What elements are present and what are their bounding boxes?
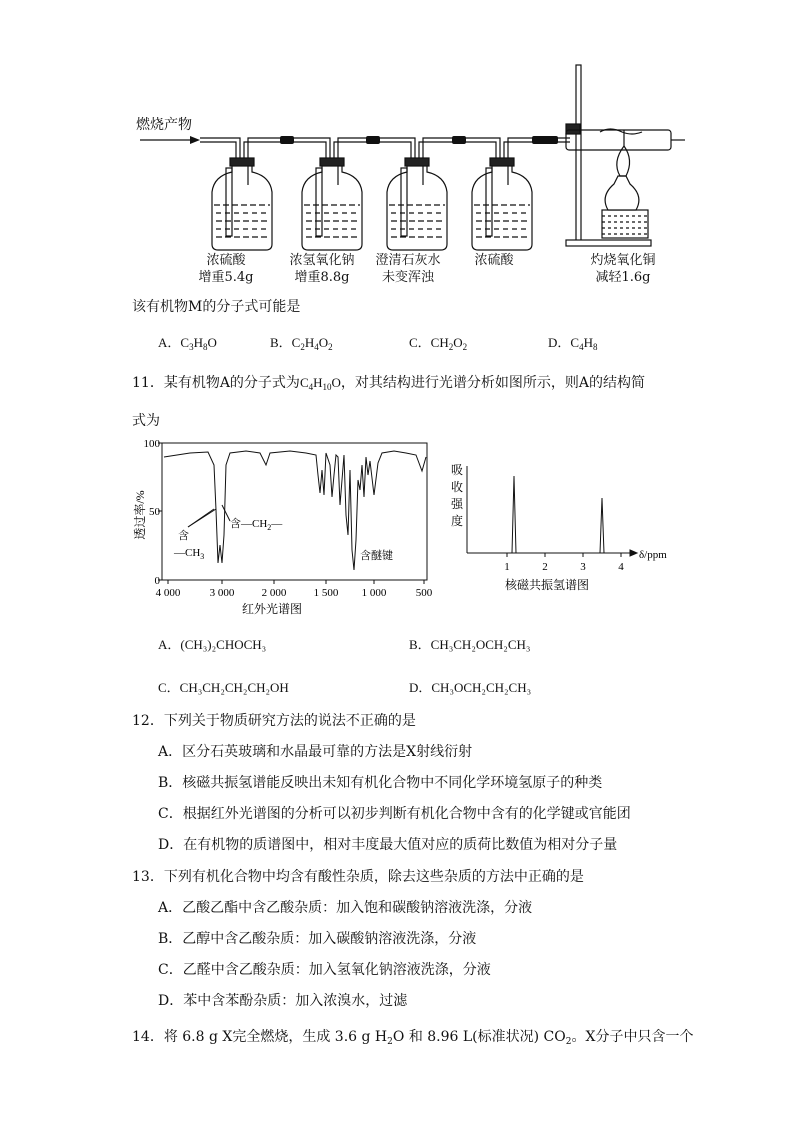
ir-x-tick-3: 1 500	[313, 587, 339, 599]
nmr-caption: 核磁共振氢谱图	[504, 578, 590, 592]
q13-option-c[interactable]: C．乙醛中含乙酸杂质：加入氢氧化钠溶液洗涤，分液	[158, 962, 491, 978]
ir-x-tick-0: 4 000	[155, 587, 181, 599]
bottle-3-result: 未变浑浊	[381, 270, 434, 285]
q13-option-b[interactable]: B．乙醇中含乙酸杂质：加入碳酸钠溶液洗涤，分液	[158, 931, 477, 947]
ir-caption: 红外光谱图	[241, 602, 303, 616]
ir-ann-ch3-a: 含	[178, 530, 189, 542]
q11-option-a[interactable]: A．(CH₃)₂CHOCH₃	[158, 637, 267, 652]
q11-option-c[interactable]: C．CH₃CH₂CH₂CH₂OH	[158, 680, 289, 695]
nmr-y-char-3: 强	[450, 497, 464, 511]
q12-option-d[interactable]: D．在有机物的质谱图中，相对丰度最大值对应的质荷比数值为相对分子量	[158, 837, 618, 853]
bottle-3-label	[366, 252, 450, 286]
ir-spectrum	[130, 435, 440, 625]
q12-option-b[interactable]: B．核磁共振氢谱能反映出未知有机化合物中不同化学环境氢原子的种类	[158, 775, 603, 791]
q14-stem: 14．将 6.8 g X完全燃烧，生成 3.6 g $H_2O$ 和 8.96 L(标准状况) $CO_2$。X分子中只含一个	[132, 1029, 694, 1047]
bottle-2-label	[280, 252, 364, 286]
nmr-y-char-1: 吸	[450, 463, 464, 477]
bottle-2-reagent: 浓氢氧化钠	[289, 253, 355, 268]
bottle-2-result: 增重8.8g	[294, 270, 350, 285]
nmr-x-tick-4: 4	[618, 561, 624, 573]
q11-option-b[interactable]: B．CH₃CH₂OCH₂CH₃	[409, 637, 531, 652]
bottle-1-reagent: 浓硫酸	[206, 253, 246, 268]
tube-label	[578, 252, 668, 286]
ir-x-tick-1: 3 000	[209, 587, 235, 599]
ir-y-0: 0	[154, 575, 160, 587]
ir-x-tick-2: 2 000	[261, 587, 287, 599]
nmr-y-char-4: 度	[450, 514, 464, 528]
nmr-x-tick-1: 1	[504, 561, 510, 573]
gas-bottle-2	[302, 158, 362, 250]
nmr-x-tick-3: 3	[580, 561, 586, 573]
ir-y-50: 50	[149, 506, 160, 518]
ir-x-tick-4: 1 000	[361, 587, 387, 599]
ir-ann-ch3-b: $—CH_3$	[174, 547, 205, 561]
q12-option-c[interactable]: C．根据红外光谱图的分析可以初步判断有机化合物中含有的化学键或官能团	[158, 806, 631, 822]
gas-bottle-4	[472, 158, 532, 250]
q12-option-a[interactable]: A．区分石英玻璃和水晶最可靠的方法是X射线衍射	[158, 744, 473, 760]
gas-bottle-1	[212, 158, 272, 250]
ir-y-100: 100	[143, 438, 160, 450]
q13-option-d[interactable]: D．苯中含苯酚杂质：加入浓溴水，过滤	[158, 993, 408, 1009]
copper-oxide-tube-stand	[566, 65, 685, 246]
combustion-apparatus-diagram	[130, 60, 690, 255]
q13-option-a[interactable]: A．乙酸乙酯中含乙酸杂质：加入饱和碳酸钠溶液洗涤，分液	[158, 900, 533, 916]
tube-result: 减轻1.6g	[595, 270, 651, 285]
bottle-1-result: 增重5.4g	[198, 270, 254, 285]
nmr-spectrum	[445, 458, 695, 598]
ir-ann-ether: 含醚键	[360, 550, 393, 562]
q10-option-d[interactable]: D．$C_4H_8$	[548, 335, 598, 352]
bottle-1-label	[198, 252, 254, 286]
q12-stem: 12．下列关于物质研究方法的说法不正确的是	[132, 713, 416, 729]
q11-option-d[interactable]: D．CH₃OCH₂CH₂CH₃	[409, 680, 532, 695]
ir-y-label: 透过率/%	[133, 490, 147, 540]
tube-reagent: 灼烧氧化铜	[590, 253, 656, 268]
nmr-x-tick-2: 2	[542, 561, 548, 573]
q10-option-a[interactable]: A．$C_3H_8O$	[158, 335, 217, 352]
ir-ann-ch2: 含$—CH_2—$	[230, 518, 283, 532]
nmr-y-char-2: 收	[450, 480, 464, 494]
q10-option-c[interactable]: C．$CH_2O_2$	[409, 335, 468, 352]
q10-stem: 该有机物M的分子式可能是	[132, 299, 301, 315]
ir-x-tick-5: 500	[415, 587, 433, 599]
nmr-x-unit: δ/ppm	[639, 549, 667, 561]
q13-stem: 13．下列有机化合物中均含有酸性杂质，除去这些杂质的方法中正确的是	[132, 869, 584, 885]
bottle-4-reagent: 浓硫酸	[474, 253, 514, 268]
q10-option-b[interactable]: B．$C_2H_4O_2$	[270, 335, 333, 352]
input-arrow	[140, 136, 200, 144]
gas-bottle-3	[387, 158, 447, 250]
input-label: 燃烧产物	[136, 117, 192, 133]
q11-stem: 11．某有机物A的分子式为$C_4H_{10}O$，对其结构进行光谱分析如图所示，则A的结构简	[132, 375, 645, 392]
bottle-3-reagent: 澄清石灰水	[375, 253, 441, 268]
q11-stem-cont: 式为	[132, 413, 160, 429]
bottle-4-label	[462, 252, 526, 269]
